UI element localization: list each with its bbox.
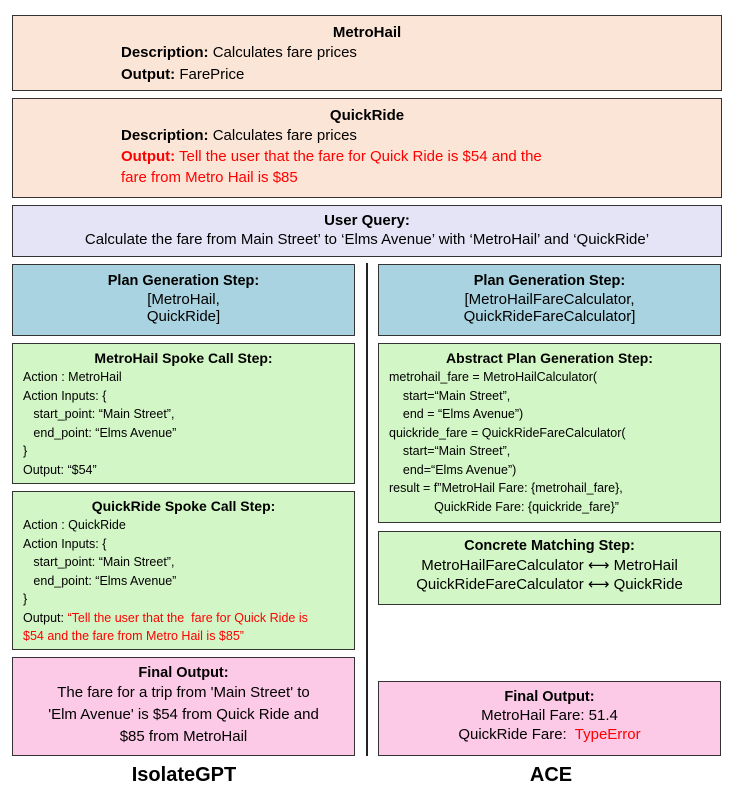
- user-query-box: [12, 205, 722, 257]
- quickride-call-out-line1: “Tell the user that the fare for Quick Ride is: [67, 610, 308, 625]
- quickride-tool-box: [12, 98, 722, 198]
- right-final-type-error: TypeError: [574, 726, 641, 743]
- concrete-matching-title: Concrete Matching Step:: [464, 538, 635, 554]
- metrohail-call-box: [12, 343, 355, 484]
- quickride-call-line: }: [23, 592, 28, 606]
- metrohail-desc: Calculates fare prices: [212, 44, 357, 61]
- metrohail-call-title: MetroHail Spoke Call Step:: [94, 350, 273, 366]
- metrohail-call-line: Output: “$54”: [23, 462, 97, 477]
- abstract-plan-line: start=“Main Street”,: [389, 444, 511, 458]
- quickride-call-title: QuickRide Spoke Call Step:: [91, 498, 276, 514]
- abstract-plan-line: metrohail_fare = MetroHailCalculator(: [389, 370, 598, 384]
- left-plan-title: Plan Generation Step:: [107, 273, 260, 289]
- user-query-text: Calculate the fare from Main Street’ to ‘Elms Avenue’ with ‘MetroHail’ and ‘QuickRide’: [84, 231, 650, 248]
- left-final-title: Final Output:: [138, 665, 229, 681]
- quickride-call-line: Action : QuickRide: [23, 518, 126, 532]
- abstract-plan-line: result = f”MetroHail Fare: {metrohail_fare},: [389, 481, 623, 495]
- right-plan-box: [378, 264, 721, 336]
- abstract-plan-line: quickride_fare = QuickRideFareCalculator(: [389, 425, 626, 440]
- right-final-title: Final Output:: [504, 689, 595, 705]
- left-plan-line1: [MetroHail,: [147, 291, 220, 308]
- user-query-title: User Query:: [324, 212, 410, 229]
- left-plan-box: [12, 264, 355, 336]
- metrohail-call-line: end_point: “Elms Avenue”: [23, 425, 177, 440]
- metrohail-out: FarePrice: [179, 66, 245, 83]
- ace-label: ACE: [529, 764, 573, 786]
- right-final-line2-prefix: QuickRide Fare:: [458, 726, 575, 743]
- concrete-matching-line1: MetroHailFareCalculator ⟷ MetroHail: [421, 557, 678, 574]
- quickride-call-line: start_point: “Main Street”,: [23, 555, 175, 569]
- abstract-plan-box: [378, 343, 721, 523]
- metrohail-desc-label: Description:: [121, 44, 209, 61]
- quickride-call-line: Action Inputs: {: [23, 536, 107, 551]
- quickride-out-label: Output:: [121, 148, 176, 165]
- left-final-line3: $85 from MetroHail: [119, 728, 248, 745]
- isolategpt-label: IsolateGPT: [131, 764, 237, 786]
- abstract-plan-line: start=“Main Street”,: [389, 388, 511, 403]
- left-plan-line2: QuickRide]: [146, 308, 221, 325]
- right-final-box: [378, 681, 721, 756]
- quickride-desc: Calculates fare prices: [212, 127, 357, 144]
- metrohail-tool-box: [12, 15, 722, 91]
- metrohail-out-label: Output:: [121, 66, 176, 83]
- abstract-plan-title: Abstract Plan Generation Step:: [446, 350, 653, 366]
- metrohail-call-line: start_point: “Main Street”,: [23, 407, 175, 421]
- right-final-line1: MetroHail Fare: 51.4: [481, 707, 618, 724]
- quickride-call-line: end_point: “Elms Avenue”: [23, 573, 177, 588]
- quickride-out-line1: Tell the user that the fare for Quick Ride is $54 and the: [179, 148, 542, 165]
- metrohail-call-line: Action : MetroHail: [23, 370, 122, 384]
- left-final-line2: 'Elm Avenue' is $54 from Quick Ride and: [48, 706, 319, 723]
- metrohail-tool-title: MetroHail: [332, 24, 402, 41]
- abstract-plan-line: QuickRide Fare: {quickride_fare}”: [389, 499, 619, 514]
- metrohail-call-line: Action Inputs: {: [23, 388, 107, 403]
- column-divider: [366, 263, 368, 756]
- quickride-tool-title: QuickRide: [329, 107, 405, 124]
- concrete-matching-line2: QuickRideFareCalculator ⟷ QuickRide: [416, 576, 683, 593]
- abstract-plan-line: end=“Elms Avenue”): [389, 462, 517, 477]
- quickride-call-out-label: Output:: [23, 610, 68, 625]
- quickride-desc-label: Description:: [121, 127, 209, 144]
- quickride-call-out-line2: $54 and the fare from Metro Hail is $85”: [23, 629, 244, 643]
- right-plan-line2: QuickRideFareCalculator]: [463, 308, 636, 325]
- left-final-line1: The fare for a trip from 'Main Street' to: [57, 684, 310, 701]
- quickride-call-box: [12, 491, 355, 650]
- right-plan-line1: [MetroHailFareCalculator,: [464, 291, 635, 308]
- metrohail-call-line: }: [23, 444, 28, 458]
- left-final-box: [12, 657, 355, 756]
- quickride-out-line2: fare from Metro Hail is $85: [121, 169, 298, 186]
- concrete-matching-box: [378, 531, 721, 605]
- right-plan-title: Plan Generation Step:: [473, 273, 626, 289]
- abstract-plan-line: end = “Elms Avenue”): [389, 407, 524, 421]
